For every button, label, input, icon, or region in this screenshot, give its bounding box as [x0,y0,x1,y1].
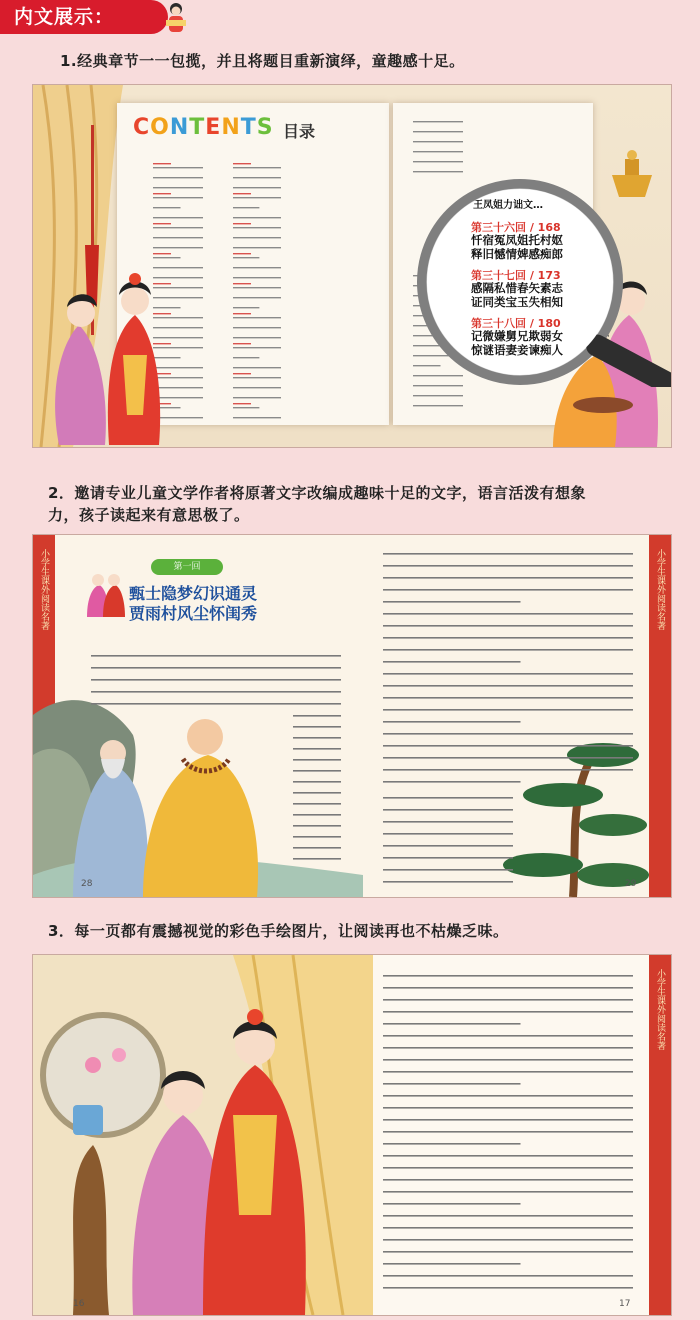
text-line [233,417,281,418]
text-line [383,1167,633,1169]
text-line [293,836,341,838]
chapter-tag: 第一回 [151,559,223,575]
text-line [383,975,633,977]
text-line [233,367,281,368]
text-line [233,253,251,254]
text-line [383,1179,633,1181]
text-line [233,277,281,278]
text-line [413,141,463,142]
contents-letter: T [240,115,257,140]
contents-letter: O [150,115,170,140]
text-line [91,691,341,693]
text-line [383,1107,633,1109]
text-line [233,237,281,238]
text-line [233,327,281,328]
text-line [383,745,633,747]
text-line [383,733,633,735]
text-line [233,407,259,408]
text-line [383,1227,633,1229]
side-label-left: 小学生课外阅读名著 [39,549,49,630]
text-line [233,197,281,198]
text-line [383,1131,633,1133]
text-line [383,821,513,823]
text-line [233,187,281,188]
page-number-right-3: 17 [619,1299,631,1309]
text-line [383,565,633,567]
text-line [233,337,281,338]
caption-1: 1.经典章节一一包揽，并且将题目重新演绎，童趣感十足。 [60,52,465,70]
text-line [383,589,633,591]
text-line [233,297,281,298]
text-line [153,237,203,238]
page-number-left-3: 16 [73,1299,85,1309]
text-line [383,1275,633,1277]
text-line [383,637,633,639]
text-line [383,757,633,759]
text-line [293,803,341,805]
text-line [383,721,521,723]
text-line [383,845,513,847]
text-line [383,1155,633,1157]
text-line [383,661,521,663]
contents-letter: N [169,115,190,140]
lens-chapter-38: 第三十八回 / 180 [471,317,561,330]
text-line [383,1143,521,1145]
text-line [233,247,281,248]
text-line [383,1023,521,1025]
text-line [383,881,513,883]
text-line [383,1287,633,1289]
text-line [383,781,521,783]
text-line [383,1083,521,1085]
text-line [383,1011,633,1013]
chapter-spread-image [32,534,672,898]
lens-title-36a: 忏宿冤凤姐托村妪 [471,233,563,247]
text-line [153,217,203,218]
banner-label: 内文展示： [14,6,115,28]
contents-letter: E [205,115,222,140]
text-line [233,343,251,344]
text-line [293,715,341,717]
text-line [383,697,633,699]
lens-top-line: 王凤姐力诎文… [473,200,543,211]
text-line [413,161,463,162]
toc-spread-image [32,84,672,448]
text-line [383,613,633,615]
text-line [91,679,341,681]
text-line [383,1047,633,1049]
text-line [413,171,463,172]
chapter-title-line2: 贾雨村风尘怀闺秀 [129,604,258,623]
text-line [383,797,513,799]
text-line [293,770,341,772]
text-line [91,655,341,657]
contents-cn: 目录 [283,122,316,141]
text-line [233,177,281,178]
contents-letter: N [221,115,241,140]
text-line [383,1215,633,1217]
text-line [383,577,633,579]
caption-3: 3．每一页都有震撼视觉的彩色手绘图片，让阅读再也不枯燥乏味。 [48,922,509,940]
side-label-right-3: 小学生课外阅读名著 [655,969,665,1050]
text-line [233,347,281,348]
text-line [233,257,259,258]
contents-letter: T [189,115,206,140]
text-line [383,1071,633,1073]
text-line [383,1059,633,1061]
text-line [383,857,513,859]
text-line [233,163,251,164]
text-line [293,814,341,816]
text-line [383,1251,633,1253]
text-line [153,247,203,248]
text-line [233,313,251,314]
text-line [293,748,341,750]
text-line [383,709,633,711]
text-line [153,177,203,178]
magnifier-lens [427,189,613,375]
text-line [91,667,341,669]
text-line [383,809,513,811]
text-line [153,227,203,228]
text-line [153,193,171,194]
magnifier-icon [417,179,625,387]
lens-title-37a: 感隔私惜春矢素志 [471,281,563,295]
page-number-left: 28 [81,879,93,889]
text-line [383,1203,521,1205]
text-line [293,759,341,761]
text-line [233,217,281,218]
text-line [153,223,171,224]
text-line [383,999,633,1001]
text-line [383,649,633,651]
text-line [233,283,251,284]
text-line [293,792,341,794]
text-line [233,387,281,388]
text-line [233,207,259,208]
text-line [413,131,463,132]
section-banner [0,0,168,34]
text-line [233,193,251,194]
reading-girl-icon [158,0,194,36]
text-line [383,625,633,627]
caption-2a: 2．邀请专业儿童文学作者将原著文字改编成趣味十足的文字，语言活泼有想象 [48,484,586,502]
text-line [383,553,633,555]
lens-title-37b: 证同类宝玉失相知 [471,295,563,309]
text-line [153,187,203,188]
text-line [233,403,251,404]
text-line [293,825,341,827]
text-line [413,151,463,152]
text-line [233,307,259,308]
text-line [153,167,203,168]
text-line [413,405,463,406]
text-line [383,601,521,603]
illustration-girls-left [39,255,179,445]
text-line [153,207,181,208]
text-line [383,673,633,675]
side-label-right: 小学生课外阅读名著 [655,549,665,630]
text-line [233,357,259,358]
text-line [153,197,203,198]
lens-title-36b: 释旧憾情婢感痴郎 [471,247,563,261]
caption-2b: 力，孩子读起来有意思极了。 [48,506,250,524]
text-line [413,121,463,122]
text-line [383,1239,633,1241]
chapter-body-text [33,535,671,897]
lens-chapter-36: 第三十六回 / 168 [471,221,561,234]
text-line [413,395,463,396]
contents-letter: S [256,115,274,140]
illustration-body-text [33,955,671,1315]
text-line [383,1095,633,1097]
text-line [233,223,251,224]
text-line [293,858,341,860]
contents-letter: C [133,115,151,140]
text-line [293,781,341,783]
text-line [233,317,281,318]
text-line [383,1191,633,1193]
text-line [153,163,171,164]
lens-title-38a: 记微嫌舅兄欺弱女 [471,329,563,343]
text-line [383,833,513,835]
text-line [383,769,633,771]
text-line [383,1263,521,1265]
text-line [233,377,281,378]
text-line [233,373,251,374]
text-line [91,703,341,705]
text-line [293,737,341,739]
text-line [383,869,513,871]
text-line [383,1035,633,1037]
text-line [233,167,281,168]
text-line [233,397,281,398]
text-line [383,987,633,989]
text-line [383,685,633,687]
illustration-spread-image [32,954,672,1316]
page-number-right: 29 [625,879,637,889]
chapter-title-line1: 甄士隐梦幻识通灵 [129,584,258,603]
text-line [293,847,341,849]
lens-title-38b: 惊谜语妻妾谏痴人 [471,343,563,357]
text-line [233,267,281,268]
text-line [233,227,281,228]
text-line [233,287,281,288]
text-line [293,726,341,728]
lens-chapter-37: 第三十七回 / 173 [471,269,561,282]
text-line [383,1119,633,1121]
